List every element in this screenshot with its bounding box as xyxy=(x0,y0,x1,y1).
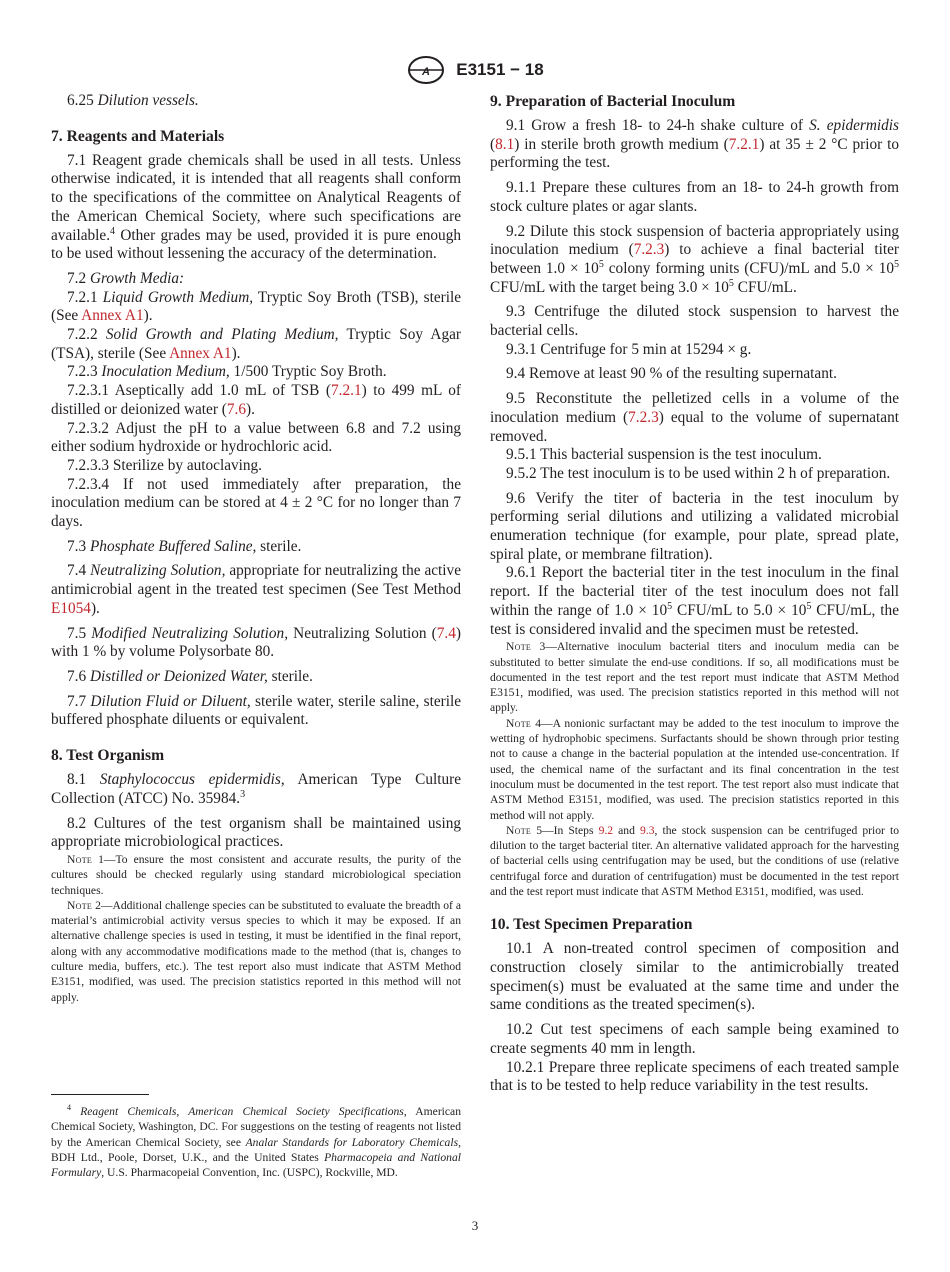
paragraph-10-2: 10.2 Cut test specimens of each sample being examined to create segments 40 mm in length. xyxy=(490,1021,899,1057)
note-4: Note 4—A nonionic surfactant may be added to the test inoculum to improve the wetting of hydrophobic specimens. Surfactants should be shown through prior testing not to cause a change in the bacterial population at the intended use-concentration. If used, the chemical name of the surfactant and its final concentration in the test inoculum must be documented in the test report. The test report also must indicate that ASTM Method E3151, modified, was used. The precision statistics reported in this method will not apply. xyxy=(490,716,899,822)
paragraph-9-6-1: 9.6.1 Report the bacterial titer in the test inoculum in the final report. If the bacterial titer of the test inoculum does not fall within the range of $1.0 \times 10^5$ CFU/mL to $5.0 \times 10^5$ CFU/mL, the test is considered invalid and the specimen must be retested. xyxy=(490,564,900,638)
paragraph-10-1: 10.1 A non-treated control specimen of composition and construction closely similar to the antimicrobially treated specimen(s) must be evaluated at the same time and under the same conditions as the treated specimen(s). xyxy=(490,940,899,1014)
ref-7-2-3-link[interactable]: 7.2.3 xyxy=(633,241,665,259)
paragraph-7-5: 7.5 Modified Neutralizing Solution, Neutralizing Solution (7.4) with 1 % by volume Polysorbate 80. xyxy=(51,624,462,661)
paragraph-8-1: 8.1 Staphylococcus epidermidis, American Type Culture Collection (ATCC) No. 35984.$^3$ xyxy=(51,771,462,807)
paragraph-9-2: 9.2 Dilute this stock suspension of bacteria appropriately using inoculation medium (7.2.3) to achieve a final bacterial titer between $1.0 \times 10^5$ colony forming units (CFU)/mL and $5.0 \times 10^5$ CFU/mL with the target being $3.0 \times 10^5$ CFU/mL. xyxy=(490,222,900,296)
svg-text:A: A xyxy=(422,66,431,78)
footnote-4: $^4$ Reagent Chemicals, American Chemical Society Specifications, American Chemical Society, Washington, DC. For suggestions on the testing of reagents not listed by the American Chemical Society, see Analar Standards for Laboratory Chemicals, BDH Ltd., Poole, Dorset, U.K., and the United States Pharmacopeia and National Formulary, U.S. Pharmacopeial Convention, Inc. (USPC), Rockville, MD. xyxy=(51,1103,461,1180)
note-1: Note 1—To ensure the most consistent and accurate results, the purity of the cultures should be checked regularly using standard microbiological speciation techniques. xyxy=(51,852,461,897)
ref-7-2-1-link[interactable]: 7.2.1 xyxy=(331,382,362,400)
paragraph-7-6: 7.6 Distilled or Deionized Water, sterile. xyxy=(67,667,313,685)
ref-8-1-link[interactable]: 8.1 xyxy=(495,135,515,153)
paragraph-6-25: 6.25 Dilution vessels. xyxy=(67,92,199,109)
paragraph-7-2-3-1: 7.2.3.1 Aseptically add 1.0 mL of TSB (7.2.1) to 499 mL of distilled or deionized water (7.6). xyxy=(51,382,462,418)
paragraph-8-2: 8.2 Cultures of the test organism shall be maintained using appropriate microbiological practices. xyxy=(51,814,461,851)
annex-a1-link[interactable]: Annex A1 xyxy=(81,307,144,325)
paragraph-9-4: 9.4 Remove at least 90 % of the resulting supernatant. xyxy=(506,365,837,383)
ref-7-6-link[interactable]: 7.6 xyxy=(226,400,246,418)
paragraph-7-2-1: 7.2.1 Liquid Growth Medium, Tryptic Soy Broth (TSB), sterile (See Annex A1). xyxy=(51,288,462,325)
footnote-divider xyxy=(51,1094,149,1095)
section-7-heading: 7. Reagents and Materials xyxy=(51,127,225,145)
paragraph-7-2-3-3: 7.2.3.3 Sterilize by autoclaving. xyxy=(67,456,263,474)
note-5: Note 5—In Steps 9.2 and 9.3, the stock suspension can be centrifuged prior to dilution to the target bacterial titer. An alternative validated approach for the harvesting of bacterial cells using centrifugation may be used, but the conditions of use (relative centrifugal force and duration of centrifugation) must be documented in the test report and the test report must indicate that ASTM Method E3151, modified, was used. xyxy=(490,823,900,899)
paragraph-9-5-1: 9.5.1 This bacterial suspension is the test inoculum. xyxy=(506,446,822,464)
section-10-heading: 10. Test Specimen Preparation xyxy=(490,916,693,934)
paragraph-9-3-1: 9.3.1 Centrifuge for 5 min at 15294 × g. xyxy=(506,340,752,358)
note-2: Note 2—Additional challenge species can be substituted to evaluate the breadth of a material’s antimicrobial activity versus species to which it may be exposed. If an alternative challenge species is used in testing, it must be identified in the final report, along with any accommodative modifications made to the method (that is, changes to culture media, buffers, etc.). The test report also must indicate that ASTM Method E3151, modified, was used. The precision statistics reported in this method will not apply. xyxy=(51,898,461,1004)
paragraph-7-3: 7.3 Phosphate Buffered Saline, sterile. xyxy=(67,537,302,555)
page-number: 3 xyxy=(471,1218,479,1233)
section-9-heading: 9. Preparation of Bacterial Inoculum xyxy=(490,93,736,110)
paragraph-7-1: 7.1 Reagent grade chemicals shall be used in all tests. Unless otherwise indicated, it is intended that all reagents shall conform to the specifications of the committee on Analytical Reagents of the American Chemical Society, where such specifications are available.$^4$ Other grades may be used, provided it is pure enough to be used without lessening the accuracy of the determination. xyxy=(51,151,461,263)
right-column xyxy=(490,92,899,1096)
paragraph-7-4: 7.4 Neutralizing Solution, appropriate for neutralizing the active antimicrobial agent in the treated test specimen (See Test Method E1054). xyxy=(51,562,461,617)
page-header xyxy=(0,56,950,84)
paragraph-7-2-3-2: 7.2.3.2 Adjust the pH to a value between 6.8 and 7.2 using either sodium hydroxide or hydrochloric acid. xyxy=(51,419,461,456)
paragraph-7-2-3-4: 7.2.3.4 If not used immediately after preparation, the inoculation medium can be stored at 4 ± 2 °C for no longer than 7 days. xyxy=(51,475,461,531)
ref-7-2-1-link[interactable]: 7.2.1 xyxy=(728,135,760,153)
ref-9-2-link[interactable]: 9.2 xyxy=(598,823,614,837)
ref-7-2-3-link[interactable]: 7.2.3 xyxy=(628,408,659,426)
paragraph-9-3: 9.3 Centrifuge the diluted stock suspension to harvest the bacterial cells. xyxy=(490,303,899,340)
left-column xyxy=(51,92,461,1005)
paragraph-7-7: 7.7 Dilution Fluid or Diluent, sterile water, sterile saline, sterile buffered phosphate diluents or equivalent. xyxy=(51,692,461,729)
paragraph-7-2-3: 7.2.3 Inoculation Medium, 1/500 Tryptic Soy Broth. xyxy=(67,363,387,381)
astm-logo-icon xyxy=(406,56,446,84)
paragraph-7-2-2: 7.2.2 Solid Growth and Plating Medium, Tryptic Soy Agar (TSA), sterile (See Annex A1). xyxy=(51,326,461,362)
annex-a1-link[interactable]: Annex A1 xyxy=(169,344,232,362)
paragraph-10-2-1: 10.2.1 Prepare three replicate specimens of each treated sample that is to be tested to help reduce variability in the test results. xyxy=(490,1058,900,1095)
paragraph-9-1: 9.1 Grow a fresh 18- to 24-h shake culture of S. epidermidis (8.1) in sterile broth growth medium (7.2.1) at 35 ± 2 °C prior to performing the test. xyxy=(490,117,900,172)
section-8-heading: 8. Test Organism xyxy=(51,747,165,765)
ref-9-3-link[interactable]: 9.3 xyxy=(640,823,655,837)
standard-designation: E3151 − 18 xyxy=(456,60,544,79)
paragraph-9-6: 9.6 Verify the titer of bacteria in the test inoculum by performing serial dilutions and utilizing a validated microbial enumeration technique (for example, pour plate, spread plate, spiral plate, or membrane filtration). xyxy=(490,489,899,563)
paragraph-9-1-1: 9.1.1 Prepare these cultures from an 18- to 24-h growth from stock culture plates or agar slants. xyxy=(490,179,899,215)
paragraph-9-5-2: 9.5.2 The test inoculum is to be used within 2 h of preparation. xyxy=(506,464,891,482)
footnote-mark: 3 xyxy=(240,788,246,800)
paragraph-7-2: 7.2 Growth Media: xyxy=(67,269,185,287)
note-3: Note 3—Alternative inoculum bacterial titers and inoculum media can be substituted to better simulate the end-use conditions. If so, all modifications must be documented in the test report and the test report must indicate that ASTM Method E3151, modified, was used. The precision statistics reported in this method will not apply. xyxy=(490,640,900,715)
ref-7-4-link[interactable]: 7.4 xyxy=(436,624,456,642)
ref-e1054-link[interactable]: E1054 xyxy=(51,599,91,617)
paragraph-9-5: 9.5 Reconstitute the pelletized cells in a volume of the inoculation medium (7.2.3) equal to the volume of supernatant removed. xyxy=(490,390,899,445)
footnote-mark: 4 xyxy=(110,225,116,237)
